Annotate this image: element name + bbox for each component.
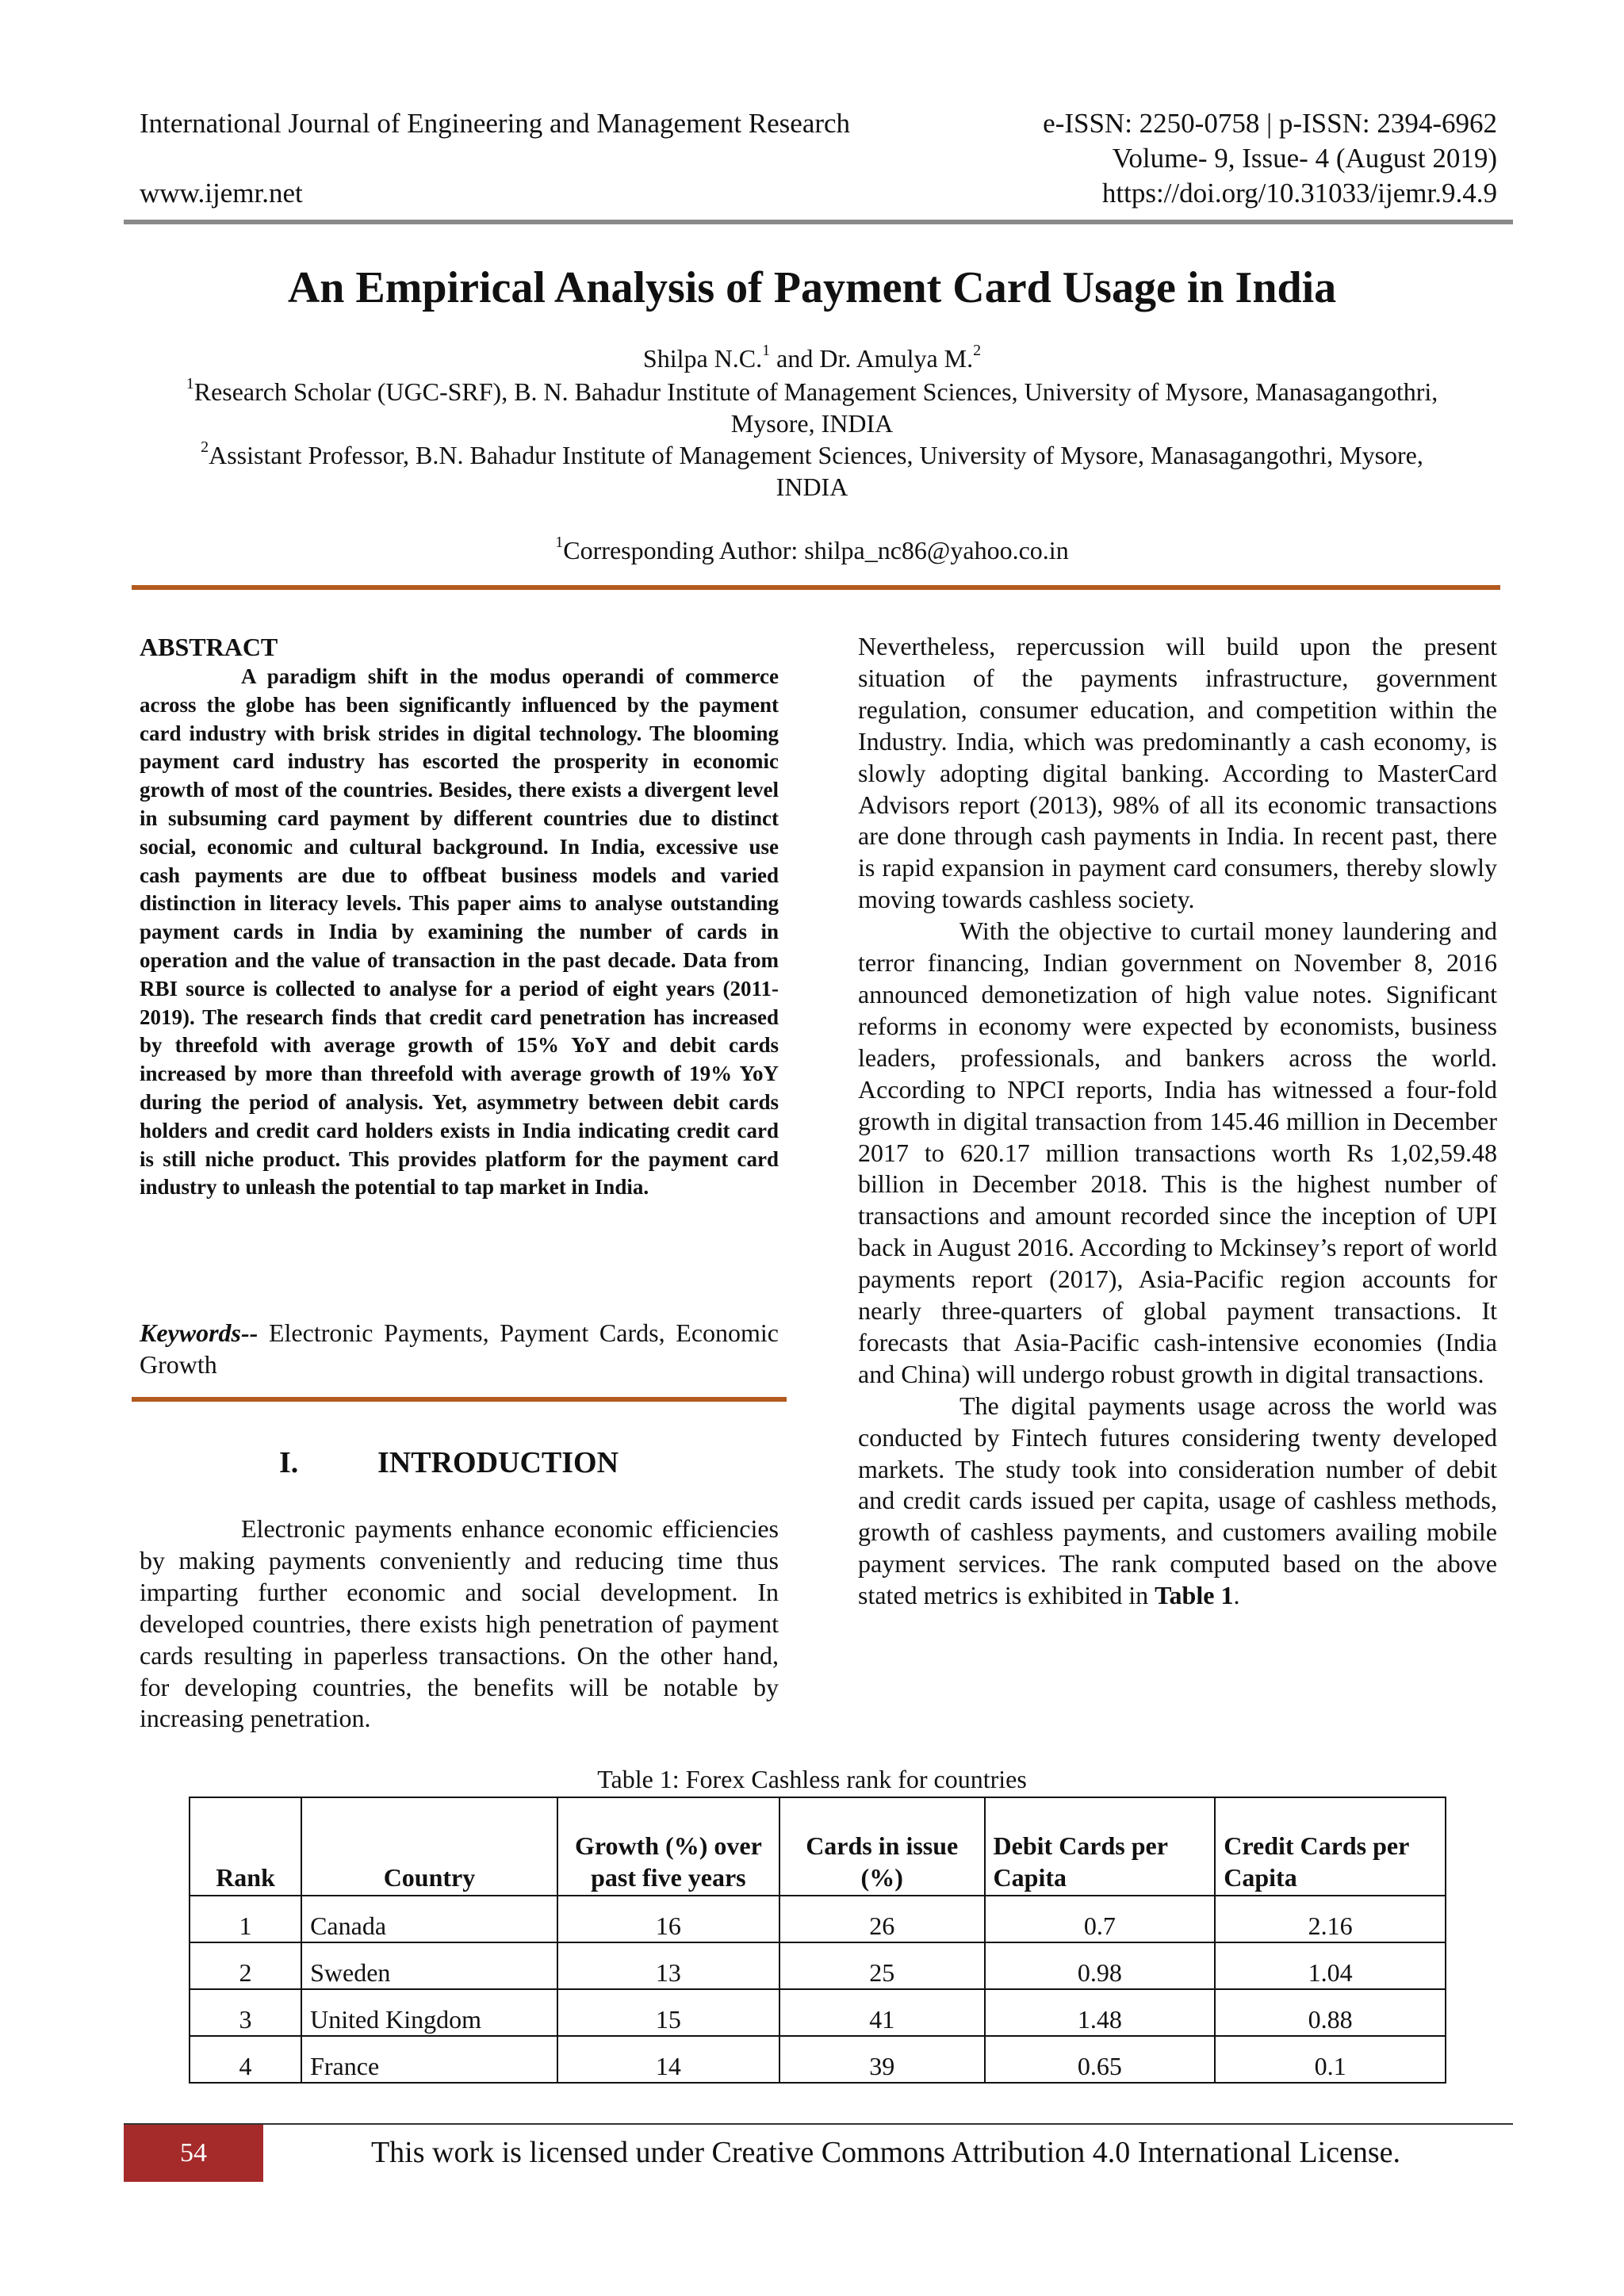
issn: e-ISSN: 2250-0758 | p-ISSN: 2394-6962 bbox=[1043, 108, 1497, 139]
cell-debit-per-capita: 0.98 bbox=[985, 1942, 1216, 1989]
cell-rank: 1 bbox=[190, 1896, 301, 1942]
cell-growth: 14 bbox=[557, 2036, 779, 2083]
volume-issue: Volume- 9, Issue- 4 (August 2019) bbox=[1112, 143, 1497, 174]
website-link[interactable]: www.ijemr.net bbox=[140, 178, 303, 209]
cell-debit-per-capita: 0.7 bbox=[985, 1896, 1216, 1942]
author-1: Shilpa N.C. bbox=[642, 344, 763, 373]
cell-rank: 4 bbox=[190, 2036, 301, 2083]
abstract-divider bbox=[132, 1397, 787, 1402]
cell-credit-per-capita: 2.16 bbox=[1215, 1896, 1446, 1942]
abstract-heading: ABSTRACT bbox=[140, 633, 278, 661]
right-paragraph-1: Nevertheless, repercussion will build upon the present situation of the payments infrastructure, government regulation, consumer education, and competition within the Industry. India, which was predominantly a cash economy, is slowly adopting digital banking. According to MasterCard Advisors report (2013), 98% of all its economic transactions are done through cash payments in India. In recent past, there is rapid expansion in payment card consumers, thereby slowly moving towards cashless society. bbox=[858, 632, 1497, 914]
affiliation-1-line1: Research Scholar (UGC-SRF), B. N. Bahadur Institute of Management Sciences, University of Mysore, Manasagangothri, bbox=[193, 377, 1438, 406]
title-divider bbox=[132, 585, 1500, 590]
corresponding-author bbox=[127, 534, 1497, 566]
table-1-reference[interactable]: Table 1 bbox=[1155, 1581, 1234, 1610]
header-credit-per-capita: Credit Cards per Capita bbox=[1215, 1797, 1446, 1896]
affiliation-2-cont: INDIA bbox=[776, 473, 848, 501]
cell-country: Sweden bbox=[301, 1942, 557, 1989]
cell-growth: 16 bbox=[557, 1896, 779, 1942]
cell-growth: 15 bbox=[557, 1989, 779, 2036]
keywords bbox=[140, 1318, 779, 1381]
table-row bbox=[190, 1896, 1446, 1942]
cell-credit-per-capita: 0.1 bbox=[1215, 2036, 1446, 2083]
header-cards-in-issue: Cards in issue (%) bbox=[779, 1797, 985, 1896]
cell-debit-per-capita: 1.48 bbox=[985, 1989, 1216, 2036]
header-country: Country bbox=[301, 1797, 557, 1896]
abstract-body: A paradigm shift in the modus operandi of commerce across the globe has been significantly influenced by the payment card industry with brisk strides in digital technology. The blooming payment card industry has escorted the prosperity in economic growth of most of the countries. Besides, there exists a divergent level in subsuming card payment by different countries due to distinct social, economic and cultural background. In India, excessive use cash payments are due to offbeat business models and varied distinction in literacy levels. This paper aims to analyse outstanding payment cards in India by examining the number of cards in operation and the value of transaction in the past decade. Data from RBI source is collected to analyse for a period of eight years (2011-2019). The research finds that credit card penetration has increased by threefold with average growth of 15% YoY and debit cards increased by more than threefold with average growth of 19% YoY during the period of analysis. Yet, asymmetry between debit cards holders and credit card holders exists in India indicating credit card is still niche product. This provides platform for the payment card industry to unleash the potential to tap market in India. bbox=[140, 664, 779, 1200]
table-row bbox=[190, 1989, 1446, 2036]
license-text: This work is licensed under Creative Commons Attribution 4.0 International License. bbox=[370, 2136, 1401, 2169]
header-debit-per-capita: Debit Cards per Capita bbox=[985, 1797, 1216, 1896]
author-1-sup: 1 bbox=[762, 342, 771, 359]
table-row bbox=[190, 1942, 1446, 1989]
page-number: 54 bbox=[180, 2138, 207, 2168]
cell-growth: 13 bbox=[557, 1942, 779, 1989]
right-column bbox=[858, 631, 1497, 1612]
author-2: and Dr. Amulya M. bbox=[770, 344, 974, 373]
right-paragraph-3 bbox=[858, 1391, 1497, 1612]
cell-credit-per-capita: 0.88 bbox=[1215, 1989, 1446, 2036]
header-growth: Growth (%) over past five years bbox=[557, 1797, 779, 1896]
cell-country: France bbox=[301, 2036, 557, 2083]
cell-cards-in-issue: 41 bbox=[779, 1989, 985, 2036]
journal-name: International Journal of Engineering and Management Research bbox=[140, 108, 851, 139]
table-row bbox=[190, 2036, 1446, 2083]
affiliation-1-sup: 1 bbox=[186, 375, 194, 392]
cell-rank: 3 bbox=[190, 1989, 301, 2036]
right-paragraph-2: With the objective to curtail money laundering and terror financing, Indian government on November 8, 2016 announced demonetization of high value notes. Significant reforms in economy were expected by economists, business leaders, professionals, and bankers across the world. According to NPCI reports, India has witnessed a four-fold growth in digital transaction from 145.46 million in December 2017 to 620.17 million transactions worth Rs 1,02,59.48 billion in December 2018. This is the highest number of transactions and amount recorded since the inception of UPI back in August 2016. According to Mckinsey’s report of world payments report (2017), Asia-Pacific region accounts for nearly three-quarters of global payment transactions. It forecasts that Asia-Pacific cash-intensive economies (India and China) will undergo robust growth in digital transactions. bbox=[858, 916, 1497, 1388]
cell-country: United Kingdom bbox=[301, 1989, 557, 2036]
introduction-text bbox=[140, 1513, 779, 1735]
intro-paragraph: Electronic payments enhance economic efficiencies by making payments conveniently and reducing time thus imparting further economic and social development. In developed countries, there exists high penetration of payment cards resulting in paperless transactions. On the other hand, for developing countries, the benefits will be notable by increasing penetration. bbox=[140, 1514, 779, 1733]
table-caption: Table 1: Forex Cashless rank for countries bbox=[597, 1765, 1027, 1793]
paper-title: An Empirical Analysis of Payment Card Usage in India bbox=[287, 263, 1337, 312]
keywords-label: Keywords-- bbox=[140, 1318, 259, 1347]
abstract-section bbox=[140, 631, 779, 1202]
cell-debit-per-capita: 0.65 bbox=[985, 2036, 1216, 2083]
authors-line bbox=[127, 342, 1497, 374]
cashless-rank-table bbox=[189, 1797, 1446, 2084]
doi-link[interactable]: https://doi.org/10.31033/ijemr.9.4.9 bbox=[1101, 178, 1497, 209]
section-heading: INTRODUCTION bbox=[377, 1446, 619, 1479]
cell-credit-per-capita: 1.04 bbox=[1215, 1942, 1446, 1989]
author-2-sup: 2 bbox=[973, 342, 982, 359]
section-number: I. bbox=[279, 1446, 299, 1479]
cell-rank: 2 bbox=[190, 1942, 301, 1989]
table-header-row bbox=[190, 1797, 1446, 1896]
affiliation-2 bbox=[127, 439, 1497, 471]
cell-cards-in-issue: 26 bbox=[779, 1896, 985, 1942]
affiliation-2-sup: 2 bbox=[201, 438, 209, 456]
corresponding-sup: 1 bbox=[555, 534, 564, 551]
cell-cards-in-issue: 25 bbox=[779, 1942, 985, 1989]
footer-divider bbox=[124, 2123, 1513, 2125]
affiliation-2-line1: Assistant Professor, B.N. Bahadur Institute of Management Sciences, University of Mysore, Manasagangothri, Mysore, bbox=[209, 441, 1423, 469]
corresponding-text: Corresponding Author: shilpa_nc86@yahoo.co.in bbox=[563, 536, 1069, 564]
right-paragraph-3-end: . bbox=[1233, 1581, 1240, 1610]
header-rank: Rank bbox=[190, 1797, 301, 1896]
cell-cards-in-issue: 39 bbox=[779, 2036, 985, 2083]
right-paragraph-3-text: The digital payments usage across the world was conducted by Fintech futures considering twenty developed markets. The study took into consideration number of debit and credit cards issued per capita, usage of cashless methods, growth of cashless payments, and customers availing mobile payment services. The rank computed based on the above stated metrics is exhibited in bbox=[858, 1391, 1497, 1610]
keywords-text: Electronic Payments, Payment Cards, Economic Growth bbox=[140, 1318, 779, 1379]
header-divider bbox=[124, 220, 1513, 224]
affiliation-1 bbox=[127, 376, 1497, 408]
affiliation-1-cont: Mysore, INDIA bbox=[730, 409, 894, 438]
cell-country: Canada bbox=[301, 1896, 557, 1942]
